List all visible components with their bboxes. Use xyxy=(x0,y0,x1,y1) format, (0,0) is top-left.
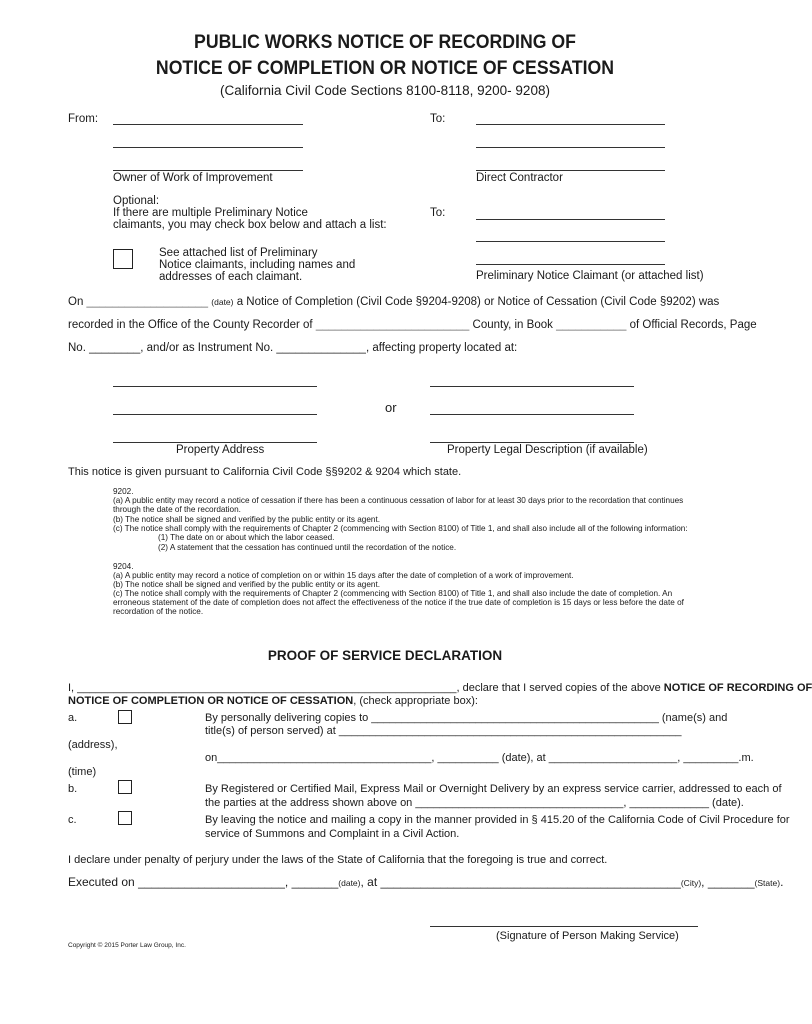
decl-bold-2: NOTICE OF COMPLETION OR NOTICE OF CESSATION xyxy=(68,695,354,707)
proof-title: PROOF OF SERVICE DECLARATION xyxy=(267,648,503,663)
section-9202-a: (a) A public entity may record a notice of cessation if there has been a continuous cessation of labor for at least 30 days prior to the recordation that continues through the date of the recordation. xyxy=(113,496,684,515)
penalty-statement: I declare under penalty of perjury under the laws of the State of California that the foregoing is true and correct. xyxy=(68,854,608,866)
executed-state-blank[interactable]: _______ xyxy=(707,875,755,889)
section-9202-b: (b) The notice shall be signed and verified by the public entity or its agent. xyxy=(113,515,381,524)
address-line-1[interactable] xyxy=(113,386,317,387)
declaration-line-1 xyxy=(68,682,812,694)
section-9204-heading: 9204. xyxy=(113,562,134,571)
owner-caption: Owner of Work of Improvement xyxy=(113,172,273,184)
decl-end: , (check appropriate box): xyxy=(353,695,478,707)
time-label: (time) xyxy=(68,766,97,778)
statute-intro: This notice is given pursuant to California Civil Code §§9202 & 9204 which state. xyxy=(68,466,462,478)
recording-line-3: No. ________, and/or as Instrument No. ______________, affecting property located at: xyxy=(68,342,518,354)
on-label: On xyxy=(68,296,84,308)
from-line-2[interactable] xyxy=(113,147,303,148)
optional-text-2: claimants, you may check box below and attach a list: xyxy=(113,219,387,231)
optional-label: Optional: xyxy=(113,195,160,207)
legal-caption: Property Legal Description (if available) xyxy=(447,444,648,456)
legal-line-2[interactable] xyxy=(430,414,634,415)
option-c-label: c. xyxy=(68,814,77,826)
recording-line-2 xyxy=(68,319,757,331)
signature-line[interactable] xyxy=(430,926,698,927)
exec-at: , at xyxy=(360,875,381,889)
section-9202-c1: (1) The date on or about which the labor ceased. xyxy=(158,533,335,542)
claimant-line-1[interactable] xyxy=(476,219,665,220)
signature-caption: (Signature of Person Making Service) xyxy=(496,930,679,942)
option-b-line-2: the parties at the address shown above on __________________________________, _____________ (date). xyxy=(205,797,744,809)
recording-line-2-a: recorded in the Office of the County Recorder of xyxy=(68,319,313,331)
exec-state-tag: (State) xyxy=(754,878,781,888)
form-title-line-2: NOTICE OF COMPLETION OR NOTICE OF CESSATION xyxy=(155,58,615,79)
executed-city-blank[interactable]: _____________________________________________ xyxy=(380,875,681,889)
option-a-line-2: title(s) of person served) at ________________________________________________________ xyxy=(205,725,682,737)
section-9202-c: (c) The notice shall comply with the requirements of Chapter 2 (commencing with Section 8100) of Title 1, and shall also include all of the following information: xyxy=(113,524,688,533)
to-label: To: xyxy=(430,113,446,125)
address-line-2[interactable] xyxy=(113,414,317,415)
claimant-line-2[interactable] xyxy=(476,241,665,242)
section-9204-c: (c) The notice shall comply with the requirements of Chapter 2 (commencing with Section 8100) of Title 1, and shall also include the date of completion. An erroneous statement of the date of completion does not affect the effectiveness of the notice if the true date of completion is 15 days or less before the date of recordation of the notice. xyxy=(113,589,684,617)
decl-bold-1: NOTICE OF RECORDING OF xyxy=(663,682,812,694)
section-9202-heading: 9202. xyxy=(113,487,134,496)
date-blank[interactable]: ___________________ xyxy=(86,296,209,308)
form-title-line-1: PUBLIC WORKS NOTICE OF RECORDING OF xyxy=(194,32,576,53)
exec-comma-2: , xyxy=(701,875,708,889)
to-line-3[interactable] xyxy=(476,170,665,171)
from-line-3[interactable] xyxy=(113,170,303,171)
exec-period: . xyxy=(780,875,784,889)
contractor-caption: Direct Contractor xyxy=(476,172,563,184)
copyright: Copyright © 2015 Porter Law Group, Inc. xyxy=(68,942,186,949)
option-c-line-1: By leaving the notice and mailing a copy in the manner provided in § 415.20 of the California Code of Civil Procedure for xyxy=(205,814,790,826)
to-line-2[interactable] xyxy=(476,147,665,148)
exec-comma: , xyxy=(284,875,292,889)
legal-line-3[interactable] xyxy=(430,442,634,443)
section-9202-c2: (2) A statement that the cessation has continued until the recordation of the notice. xyxy=(158,543,457,552)
to2-label: To: xyxy=(430,207,446,219)
book-blank[interactable]: ___________ xyxy=(556,319,627,331)
from-line-1[interactable] xyxy=(113,124,303,125)
attached-text-3: addresses of each claimant. xyxy=(159,271,303,283)
section-9204-b: (b) The notice shall be signed and verified by the public entity or its agent. xyxy=(113,580,381,589)
or-label: or xyxy=(385,400,397,415)
legal-line-1[interactable] xyxy=(430,386,634,387)
option-a-label: a. xyxy=(68,712,78,724)
to-line-1[interactable] xyxy=(476,124,665,125)
option-b-label: b. xyxy=(68,783,78,795)
attached-list-checkbox[interactable] xyxy=(113,249,133,269)
executed-date-blank[interactable]: ______________________ xyxy=(138,875,285,889)
address-line-3[interactable] xyxy=(113,442,317,443)
recording-line-2-b: County, in Book xyxy=(472,319,553,331)
decl-start: I, xyxy=(68,682,78,694)
option-a-checkbox[interactable] xyxy=(118,710,132,724)
executed-label: Executed on xyxy=(68,875,139,889)
claimant-line-3[interactable] xyxy=(476,264,665,265)
form-subtitle: (California Civil Code Sections 8100-8118, 9200- 9208) xyxy=(220,83,550,98)
county-blank[interactable]: ________________________ xyxy=(315,319,470,331)
option-a-line-3: on___________________________________, __________ (date), at _____________________, _________.m. xyxy=(205,752,754,764)
attached-text-2: Notice claimants, including names and xyxy=(159,259,356,271)
executed-line xyxy=(68,875,783,889)
declaration-line-2 xyxy=(68,695,478,707)
recording-line-1 xyxy=(68,296,719,308)
option-c-checkbox[interactable] xyxy=(118,811,132,825)
recording-line-1-rest: a Notice of Completion (Civil Code §9204-9208) or Notice of Cessation (Civil Code §9202) was xyxy=(236,296,720,308)
decl-mid: , declare that I served copies of the above xyxy=(456,682,664,694)
exec-city-tag: (City) xyxy=(680,878,702,888)
address-label: (address), xyxy=(68,739,118,751)
optional-text-1: If there are multiple Preliminary Notice xyxy=(113,207,308,219)
attached-text-1: See attached list of Preliminary xyxy=(159,247,318,259)
declarant-name-blank[interactable]: ______________________________________________________________ xyxy=(77,682,457,694)
option-b-checkbox[interactable] xyxy=(118,780,132,794)
executed-year-blank[interactable]: _______ xyxy=(291,875,339,889)
date-tag: (date) xyxy=(211,297,234,307)
option-a-line-1: By personally delivering copies to _______________________________________________ (name(s) and xyxy=(205,712,728,724)
from-label: From: xyxy=(68,113,99,125)
exec-date-tag: (date) xyxy=(338,878,361,888)
option-b-line-1: By Registered or Certified Mail, Express Mail or Overnight Delivery by an express service carrier, addressed to each of xyxy=(205,783,782,795)
section-9204-a: (a) A public entity may record a notice of completion on or within 15 days after the date of completion of a work of improvement. xyxy=(113,571,574,580)
option-c-line-2: service of Summons and Complaint in a Civil Action. xyxy=(205,828,460,840)
claimant-caption: Preliminary Notice Claimant (or attached list) xyxy=(476,270,704,282)
recording-line-2-c: of Official Records, Page xyxy=(629,319,757,331)
address-caption: Property Address xyxy=(176,444,265,456)
